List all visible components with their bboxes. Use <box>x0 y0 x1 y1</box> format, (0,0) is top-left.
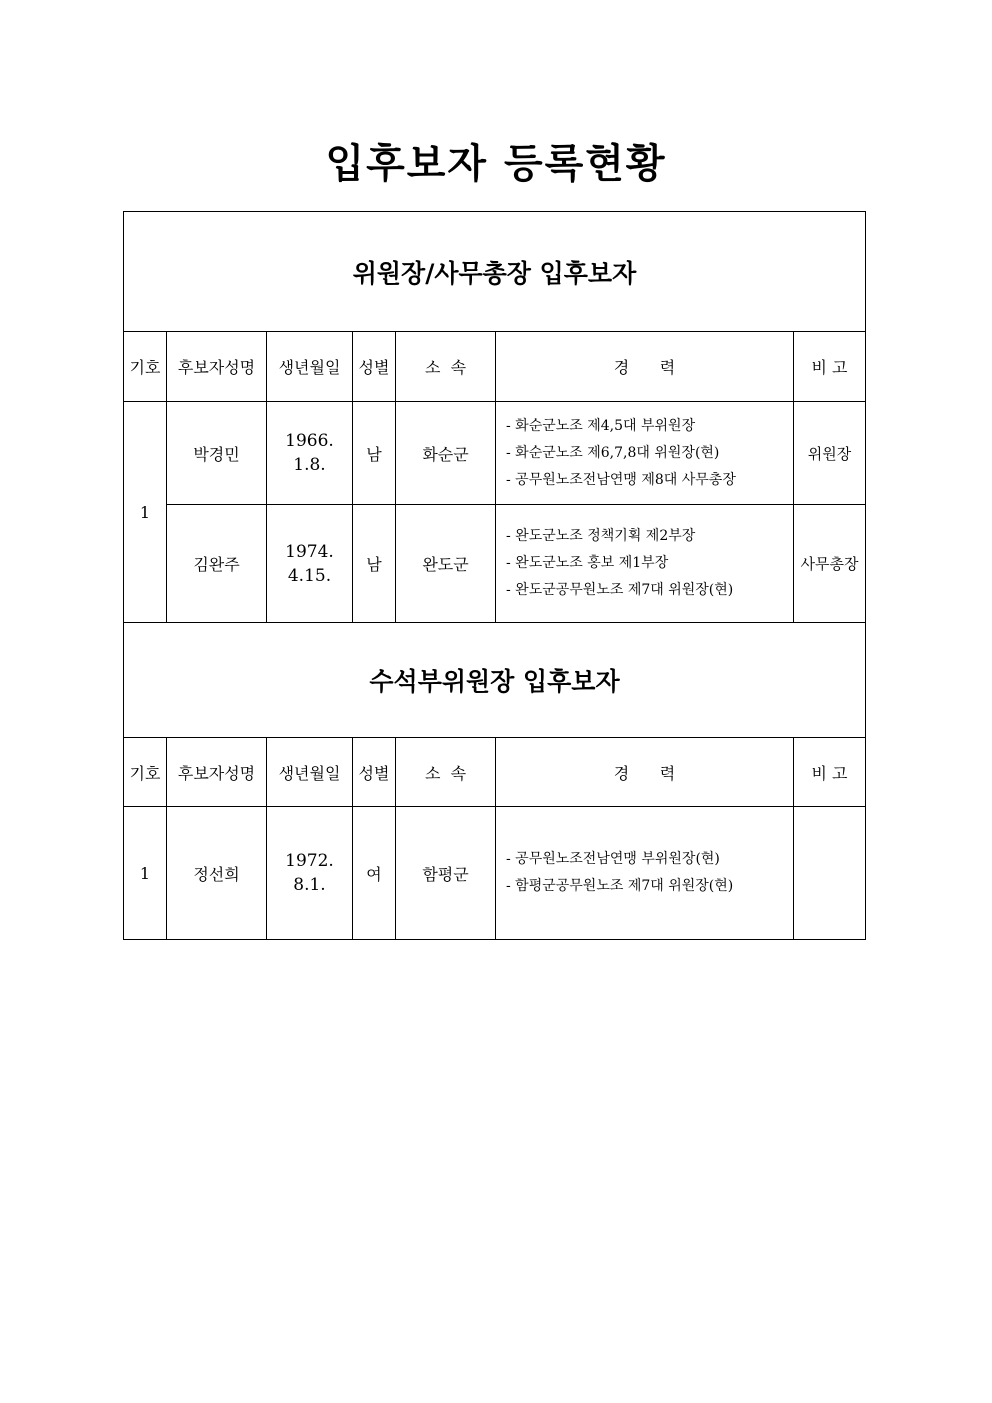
header-name: 후보자성명 <box>167 738 267 807</box>
header-career: 경 력 <box>496 332 794 402</box>
birth-year: 1974. <box>285 541 334 562</box>
candidate-birth <box>267 807 353 940</box>
career-item: - 공무원노조전남연맹 제8대 사무총장 <box>506 471 736 488</box>
header-no: 기호 <box>124 332 167 402</box>
birth-day: 8.1. <box>293 875 326 895</box>
career-item: - 완도군노조 정책기획 제2부장 <box>506 528 696 544</box>
candidate-name: 정선희 <box>167 807 267 940</box>
birth-year: 1966. <box>285 431 334 451</box>
header-affiliation: 소 속 <box>396 332 496 402</box>
header-affiliation: 소 속 <box>396 738 496 807</box>
candidate-number: 1 <box>124 807 167 940</box>
candidate-birth <box>267 402 353 505</box>
career-item: - 공무원노조전남연맹 부위원장(현) <box>506 851 720 867</box>
candidate-note: 위원장 <box>794 402 866 505</box>
table-row <box>124 505 866 623</box>
career-item: - 화순군노조 제4,5대 부위원장 <box>506 417 696 434</box>
candidate-affiliation: 함평군 <box>396 807 496 940</box>
candidate-gender: 여 <box>353 807 396 940</box>
header-no: 기호 <box>124 738 167 807</box>
birth-day: 1.8. <box>293 455 326 475</box>
table-row <box>124 402 866 505</box>
career-item: - 함평군공무원노조 제7대 위원장(현) <box>506 878 734 894</box>
candidate-affiliation: 화순군 <box>396 402 496 505</box>
candidate-number: 1 <box>124 402 167 623</box>
header-gender: 성별 <box>353 332 396 402</box>
birth-day: 4.15. <box>287 565 332 586</box>
candidate-career <box>496 807 794 940</box>
header-career: 경 력 <box>496 738 794 807</box>
section-title-row <box>124 623 866 738</box>
candidate-registration-table <box>123 211 866 940</box>
candidate-name: 박경민 <box>167 402 267 505</box>
header-birth: 생년월일 <box>267 332 353 402</box>
candidate-birth <box>267 505 353 623</box>
table-header-row <box>124 738 866 807</box>
header-note: 비 고 <box>794 332 866 402</box>
header-name: 후보자성명 <box>167 332 267 402</box>
candidate-note: 사무총장 <box>794 505 866 623</box>
candidate-affiliation: 완도군 <box>396 505 496 623</box>
candidate-name: 김완주 <box>167 505 267 623</box>
table-row <box>124 807 866 940</box>
page-title: 입후보자 등록현황 <box>325 140 667 187</box>
career-item: - 완도군공무원노조 제7대 위원장(현) <box>506 582 734 598</box>
section-title: 수석부위원장 입후보자 <box>124 623 866 738</box>
table-header-row <box>124 332 866 402</box>
section-title: 위원장/사무총장 입후보자 <box>124 212 866 332</box>
header-note: 비 고 <box>794 738 866 807</box>
candidate-career <box>496 402 794 505</box>
candidate-career <box>496 505 794 623</box>
candidate-gender: 남 <box>353 505 396 623</box>
career-item: - 완도군노조 홍보 제1부장 <box>506 555 669 571</box>
header-birth: 생년월일 <box>267 738 353 807</box>
header-gender: 성별 <box>353 738 396 807</box>
career-item: - 화순군노조 제6,7,8대 위원장(현) <box>506 444 720 461</box>
birth-year: 1972. <box>285 851 334 871</box>
candidate-gender: 남 <box>353 402 396 505</box>
section-title-row <box>124 212 866 332</box>
candidate-note <box>794 807 866 940</box>
